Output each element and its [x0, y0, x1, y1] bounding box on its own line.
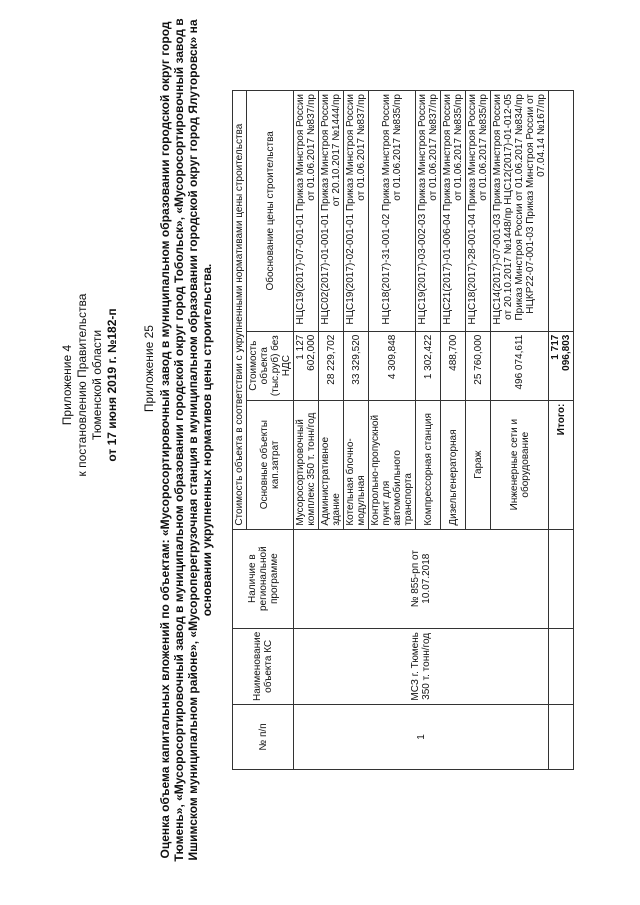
row-cost: 488,700 — [441, 331, 466, 400]
row-basis: НЦС19(2017)-03-002-03 Приказ Минстроя России от 01.06.2017 №837/пр — [416, 91, 441, 332]
row-object-name: МСЗ г. Тюмень 350 т. тонн/год — [294, 628, 549, 704]
row-cost: 496 074,611 — [491, 331, 549, 400]
row-basis: НЦС21(2017)-01-006-04 Приказ Минстроя России от 01.06.2017 №835/пр — [441, 91, 466, 332]
table-header-row — [233, 91, 247, 770]
row-cost: 33 329,520 — [344, 331, 369, 400]
total-row — [549, 91, 574, 770]
row-program: № 855-рп от 10.07.2018 — [294, 529, 549, 628]
document-title: Оценка объема капитальных вложений по объектам: «Мусоросортировочный завод в муниципальном образовании городской округ город Тюмень», «Мусоросортировочный завод в муниципальном образовании городской округ город Тобольск», «Мусоросортировочный завод в Ишимском муниципальном районе», «Мусороперегрузочная станция в муниципальном образовании городской округ город Ялуторовск» на основании укрупненных нормативов цены строительства. — [158, 18, 214, 862]
col-header-basis: Обоснование цены строительства — [247, 91, 294, 332]
capital-investment-table — [232, 90, 574, 770]
col-header-name: Наименование объекта КС — [233, 628, 294, 704]
appendix-header — [60, 270, 120, 500]
row-object: Мусоросортировочный комплекс 350 т. тонн/год — [294, 400, 319, 529]
row-basis: НЦС19(2017)-07-001-01 Приказ Минстроя России от 01.06.2017 №837/пр — [294, 91, 319, 332]
row-cost: 25 760,000 — [466, 331, 491, 400]
resolution-label: к постановлению Правительства — [75, 293, 89, 477]
col-header-program: Наличие в региональной программе — [233, 529, 294, 628]
col-header-objects: Основные объекты кап.затрат — [247, 400, 294, 529]
row-object: Гараж — [466, 400, 491, 529]
row-object: Инженерные сети и оборудование — [491, 400, 549, 529]
row-basis: НЦС14(2017)-07-001-03 Приказ Минстроя России от 20.10.2017 №1448/пр НЦС12(2017)-01-012-05 Приказ Минстроя России от 01.06.2017 №834/пр НЦКР22-07-001-03 Приказ Минстроя России от 07.04.14 №167/пр — [491, 91, 549, 332]
row-cost: 28 229,702 — [319, 331, 344, 400]
col-header-group: Стоимость объекта в соответствии с укрупненными нормативами цены строительства — [233, 91, 247, 530]
row-object: Контрольно-пропускной пункт для автомобильного транспорта — [369, 400, 416, 529]
col-header-num: № п/п — [233, 705, 294, 770]
row-basis: НЦС02(2017)-01-001-01 Приказ Минстроя России от 20.10.2017 №1444/пр — [319, 91, 344, 332]
table-row — [294, 91, 319, 770]
row-basis: НЦС18(2017)-28-001-04 Приказ Минстроя России от 01.06.2017 №835/пр — [466, 91, 491, 332]
row-basis: НЦС18(2017)-31-001-02 Приказ Минстроя России от 01.06.2017 №835/пр — [369, 91, 416, 332]
total-label: Итого: — [549, 400, 574, 529]
appendix25-label: Приложение 25 — [142, 325, 156, 413]
resolution-date: от 17 июня 2019 г. №182-п — [105, 308, 119, 462]
row-object: Административное здание — [319, 400, 344, 529]
region-label: Тюменской области — [90, 329, 104, 441]
row-cost: 1 302,422 — [416, 331, 441, 400]
row-basis: НЦС19(2017)-02-001-01 Приказ Минстроя России от 01.06.2017 №837/пр — [344, 91, 369, 332]
row-object: Компрессорная станция — [416, 400, 441, 529]
col-header-cost: Стоимость объекта (тыс.руб) без НДС — [247, 331, 294, 400]
row-object: Котельная блочно-модульная — [344, 400, 369, 529]
row-object: Дизельгенераторная — [441, 400, 466, 529]
row-num: 1 — [294, 705, 549, 770]
appendix-label: Приложение 4 — [60, 344, 74, 426]
total-value: 1 717 096,803 — [549, 331, 574, 400]
row-cost: 1 127 602,000 — [294, 331, 319, 400]
row-cost: 4 309,848 — [369, 331, 416, 400]
